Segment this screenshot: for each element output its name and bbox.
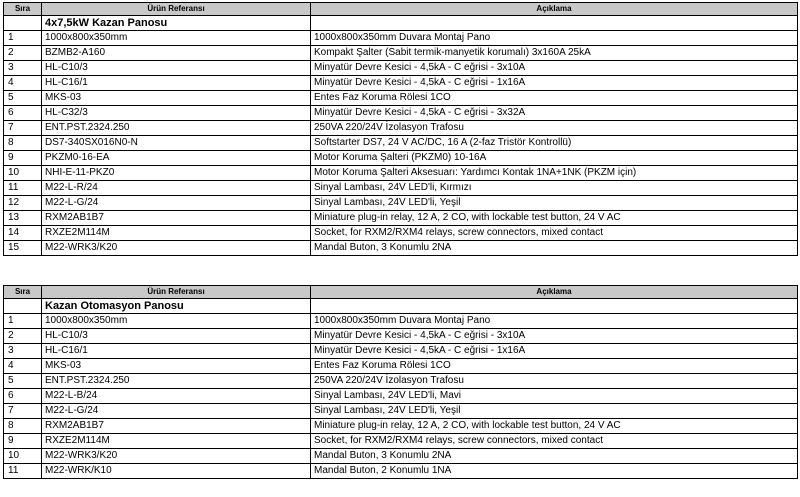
table-row: [4, 374, 798, 389]
product-reference: HL-C10/3: [42, 61, 311, 76]
product-description: Entes Faz Koruma Rölesi 1CO: [311, 91, 798, 106]
row-number: 8: [4, 136, 42, 151]
section-empty-cell: [4, 299, 42, 314]
product-reference: RXZE2M114M: [42, 434, 311, 449]
product-reference: M22-L-G/24: [42, 404, 311, 419]
product-reference: 1000x800x350mm: [42, 31, 311, 46]
section-title: 4x7,5kW Kazan Panosu: [42, 16, 311, 31]
header-ref: Ürün Referansı: [42, 3, 311, 16]
table-row: [4, 389, 798, 404]
product-description: 250VA 220/24V İzolasyon Trafosu: [311, 121, 798, 136]
row-number: 10: [4, 449, 42, 464]
section-empty-cell: [311, 299, 798, 314]
row-number: 1: [4, 31, 42, 46]
row-number: 9: [4, 151, 42, 166]
table-row: [4, 226, 798, 241]
product-reference: M22-WRK3/K20: [42, 241, 311, 256]
product-reference: HL-C16/1: [42, 344, 311, 359]
table-row: [4, 329, 798, 344]
row-number: 6: [4, 389, 42, 404]
row-number: 4: [4, 359, 42, 374]
product-description: Kompakt Şalter (Sabit termik-manyetik korumalı) 3x160A 25kA: [311, 46, 798, 61]
product-description: Socket, for RXM2/RXM4 relays, screw connectors, mixed contact: [311, 226, 798, 241]
row-number: 9: [4, 434, 42, 449]
section-empty-cell: [311, 16, 798, 31]
table-row: [4, 314, 798, 329]
product-reference: 1000x800x350mm: [42, 314, 311, 329]
product-reference: ENT.PST.2324.250: [42, 121, 311, 136]
product-reference: M22-WRK/K10: [42, 464, 311, 479]
header-desc: Açıklama: [311, 3, 798, 16]
kazan-panosu-table: [3, 2, 798, 256]
header-desc: Açıklama: [311, 286, 798, 299]
table-row: [4, 136, 798, 151]
row-number: 10: [4, 166, 42, 181]
table-row: [4, 449, 798, 464]
table-body: [4, 16, 798, 256]
product-reference: M22-L-R/24: [42, 181, 311, 196]
row-number: 5: [4, 91, 42, 106]
row-number: 1: [4, 314, 42, 329]
product-reference: HL-C32/3: [42, 106, 311, 121]
product-description: Socket, for RXM2/RXM4 relays, screw connectors, mixed contact: [311, 434, 798, 449]
table-row: [4, 404, 798, 419]
header-ref: Ürün Referansı: [42, 286, 311, 299]
table-row: [4, 181, 798, 196]
product-reference: RXM2AB1B7: [42, 419, 311, 434]
product-reference: DS7-340SX016N0-N: [42, 136, 311, 151]
product-description: Minyatür Devre Kesici - 4,5kA - C eğrisi - 1x16A: [311, 76, 798, 91]
row-number: 6: [4, 106, 42, 121]
row-number: 4: [4, 76, 42, 91]
product-reference: RXM2AB1B7: [42, 211, 311, 226]
product-description: Motor Koruma Şalteri Aksesuarı: Yardımcı Kontak 1NA+1NK (PKZM için): [311, 166, 798, 181]
product-reference: HL-C16/1: [42, 76, 311, 91]
table-row: [4, 196, 798, 211]
row-number: 2: [4, 46, 42, 61]
product-reference: HL-C10/3: [42, 329, 311, 344]
product-description: Minyatür Devre Kesici - 4,5kA - C eğrisi - 1x16A: [311, 344, 798, 359]
table-row: [4, 46, 798, 61]
product-reference: RXZE2M114M: [42, 226, 311, 241]
product-reference: ENT.PST.2324.250: [42, 374, 311, 389]
row-number: 15: [4, 241, 42, 256]
row-number: 3: [4, 61, 42, 76]
product-description: Miniature plug-in relay, 12 A, 2 CO, with lockable test button, 24 V AC: [311, 419, 798, 434]
product-description: Sinyal Lambası, 24V LED'li, Kırmızı: [311, 181, 798, 196]
table-row: [4, 344, 798, 359]
row-number: 5: [4, 374, 42, 389]
product-description: Sinyal Lambası, 24V LED'li, Yeşil: [311, 196, 798, 211]
section-empty-cell: [4, 16, 42, 31]
row-number: 11: [4, 181, 42, 196]
product-description: Mandal Buton, 3 Konumlu 2NA: [311, 449, 798, 464]
table-row: [4, 419, 798, 434]
product-reference: BZMB2-A160: [42, 46, 311, 61]
table-row: [4, 106, 798, 121]
product-description: Mandal Buton, 3 Konumlu 2NA: [311, 241, 798, 256]
table-row: [4, 464, 798, 479]
table-row: [4, 76, 798, 91]
product-description: Minyatür Devre Kesici - 4,5kA - C eğrisi - 3x10A: [311, 61, 798, 76]
section-title-row: [4, 299, 798, 314]
product-reference: PKZM0-16-EA: [42, 151, 311, 166]
product-description: Sinyal Lambası, 24V LED'li, Mavi: [311, 389, 798, 404]
row-number: 13: [4, 211, 42, 226]
product-description: Miniature plug-in relay, 12 A, 2 CO, with lockable test button, 24 V AC: [311, 211, 798, 226]
table-row: [4, 434, 798, 449]
table-row: [4, 211, 798, 226]
table-body: [4, 299, 798, 479]
table-row: [4, 151, 798, 166]
product-description: Sinyal Lambası, 24V LED'li, Yeşil: [311, 404, 798, 419]
product-reference: MKS-03: [42, 91, 311, 106]
header-sira: Sıra: [4, 3, 42, 16]
kazan-otomasyon-panosu-table: [3, 285, 798, 479]
table-row: [4, 166, 798, 181]
row-number: 7: [4, 121, 42, 136]
header-row: [4, 286, 798, 299]
section-title-row: [4, 16, 798, 31]
row-number: 7: [4, 404, 42, 419]
product-description: Minyatür Devre Kesici - 4,5kA - C eğrisi - 3x32A: [311, 106, 798, 121]
table-row: [4, 61, 798, 76]
product-description: Motor Koruma Şalteri (PKZM0) 10-16A: [311, 151, 798, 166]
row-number: 8: [4, 419, 42, 434]
header-sira: Sıra: [4, 286, 42, 299]
product-reference: M22-L-B/24: [42, 389, 311, 404]
product-description: Mandal Buton, 2 Konumlu 1NA: [311, 464, 798, 479]
row-number: 12: [4, 196, 42, 211]
row-number: 14: [4, 226, 42, 241]
header-row: [4, 3, 798, 16]
product-description: 250VA 220/24V İzolasyon Trafosu: [311, 374, 798, 389]
row-number: 11: [4, 464, 42, 479]
table-row: [4, 359, 798, 374]
product-reference: NHI-E-11-PKZ0: [42, 166, 311, 181]
product-description: 1000x800x350mm Duvara Montaj Pano: [311, 31, 798, 46]
table-row: [4, 31, 798, 46]
row-number: 3: [4, 344, 42, 359]
product-description: 1000x800x350mm Duvara Montaj Pano: [311, 314, 798, 329]
product-description: Minyatür Devre Kesici - 4,5kA - C eğrisi - 3x10A: [311, 329, 798, 344]
table-row: [4, 91, 798, 106]
product-description: Softstarter DS7, 24 V AC/DC, 16 A (2-faz Tristör Kontrollü): [311, 136, 798, 151]
product-description: Entes Faz Koruma Rölesi 1CO: [311, 359, 798, 374]
table-row: [4, 121, 798, 136]
table-row: [4, 241, 798, 256]
product-reference: M22-WRK3/K20: [42, 449, 311, 464]
section-title: Kazan Otomasyon Panosu: [42, 299, 311, 314]
row-number: 2: [4, 329, 42, 344]
product-reference: MKS-03: [42, 359, 311, 374]
product-reference: M22-L-G/24: [42, 196, 311, 211]
